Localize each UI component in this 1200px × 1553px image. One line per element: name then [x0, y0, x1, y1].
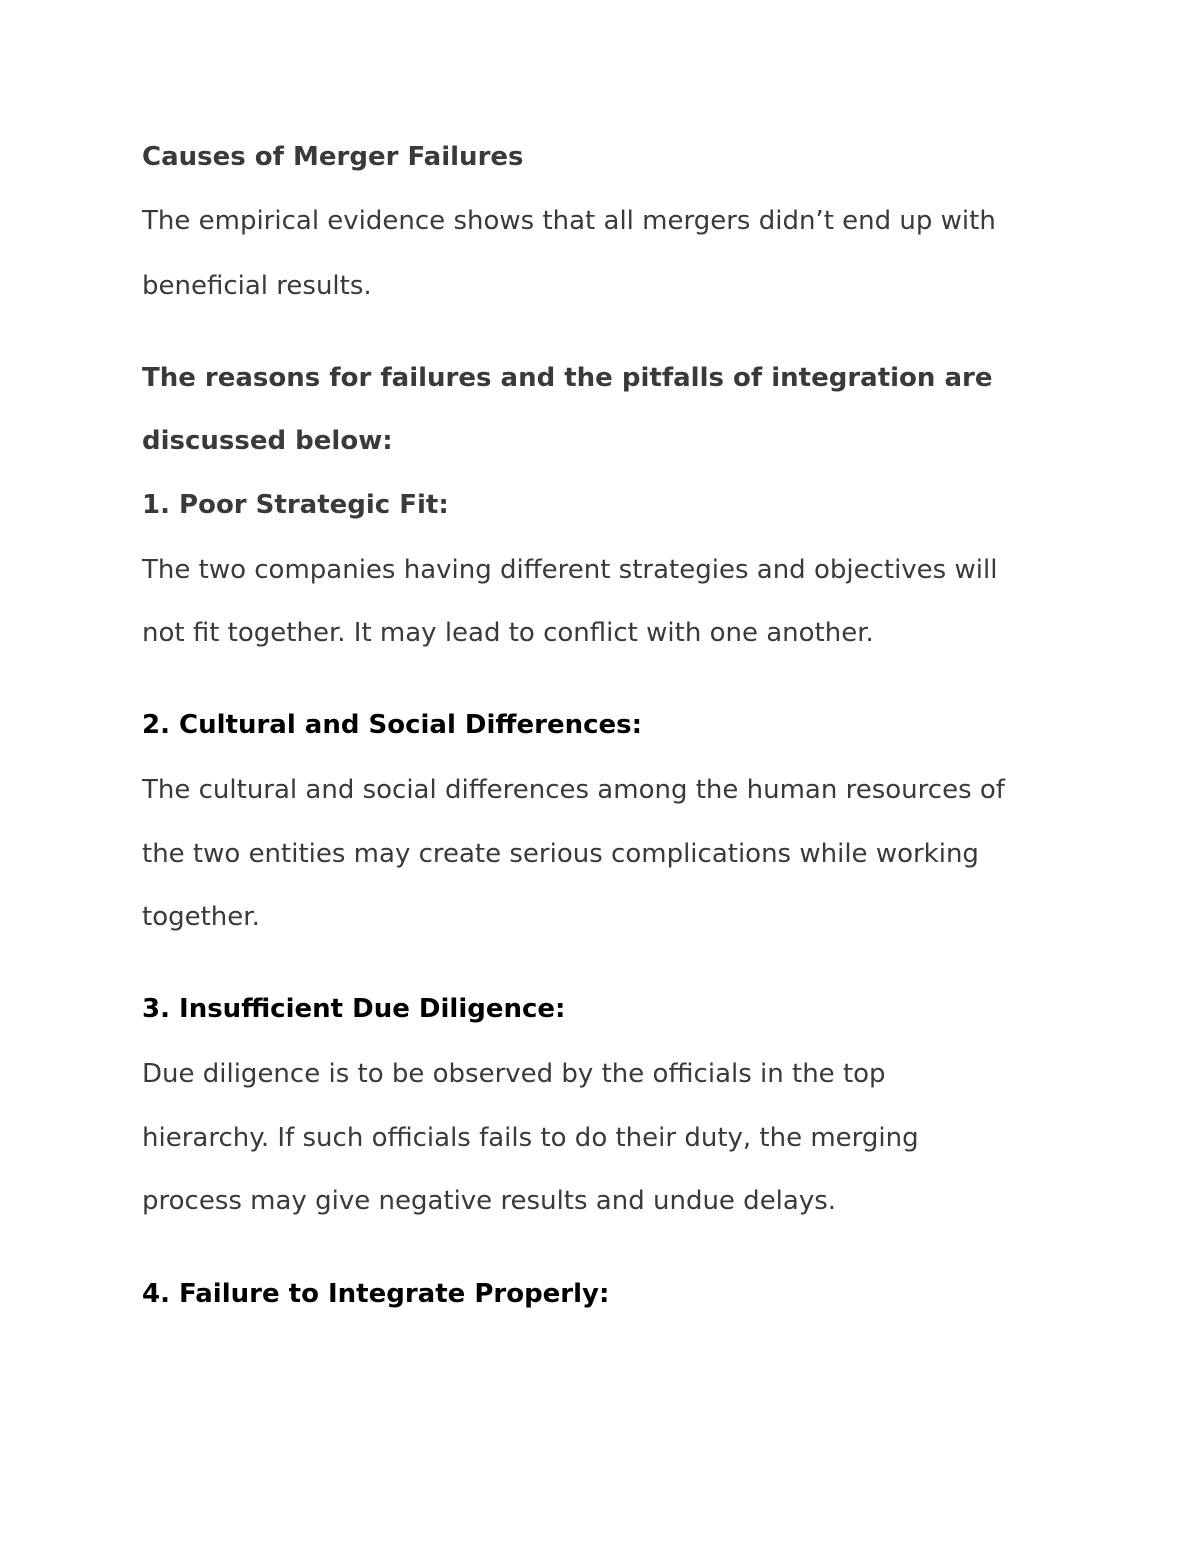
section-3-line-1: Due diligence is to be observed by the officials in the top [142, 1059, 886, 1089]
section-3-line-3: process may give negative results and undue delays. [142, 1186, 837, 1216]
section-heading-2: 2. Cultural and Social Differences: [142, 710, 643, 740]
section-3-line-2: hierarchy. If such officials fails to do their duty, the merging [142, 1123, 919, 1153]
section-1-line-1: The two companies having different strategies and objectives will [142, 555, 998, 585]
section-heading-4: 4. Failure to Integrate Properly: [142, 1279, 610, 1309]
reasons-heading-line-1: The reasons for failures and the pitfalls of integration are [142, 363, 993, 393]
section-2-line-3: together. [142, 902, 260, 932]
intro-line-1: The empirical evidence shows that all mergers didn’t end up with [142, 206, 996, 236]
section-heading-1: 1. Poor Strategic Fit: [142, 490, 449, 520]
section-2-line-2: the two entities may create serious complications while working [142, 839, 979, 869]
section-2-line-1: The cultural and social differences among the human resources of [142, 775, 1005, 805]
section-heading-3: 3. Insufficient Due Diligence: [142, 994, 566, 1024]
document-title: Causes of Merger Failures [142, 142, 524, 172]
section-1-line-2: not fit together. It may lead to conflict with one another. [142, 618, 874, 648]
reasons-heading-line-2: discussed below: [142, 426, 393, 456]
intro-line-2: beneficial results. [142, 271, 372, 301]
